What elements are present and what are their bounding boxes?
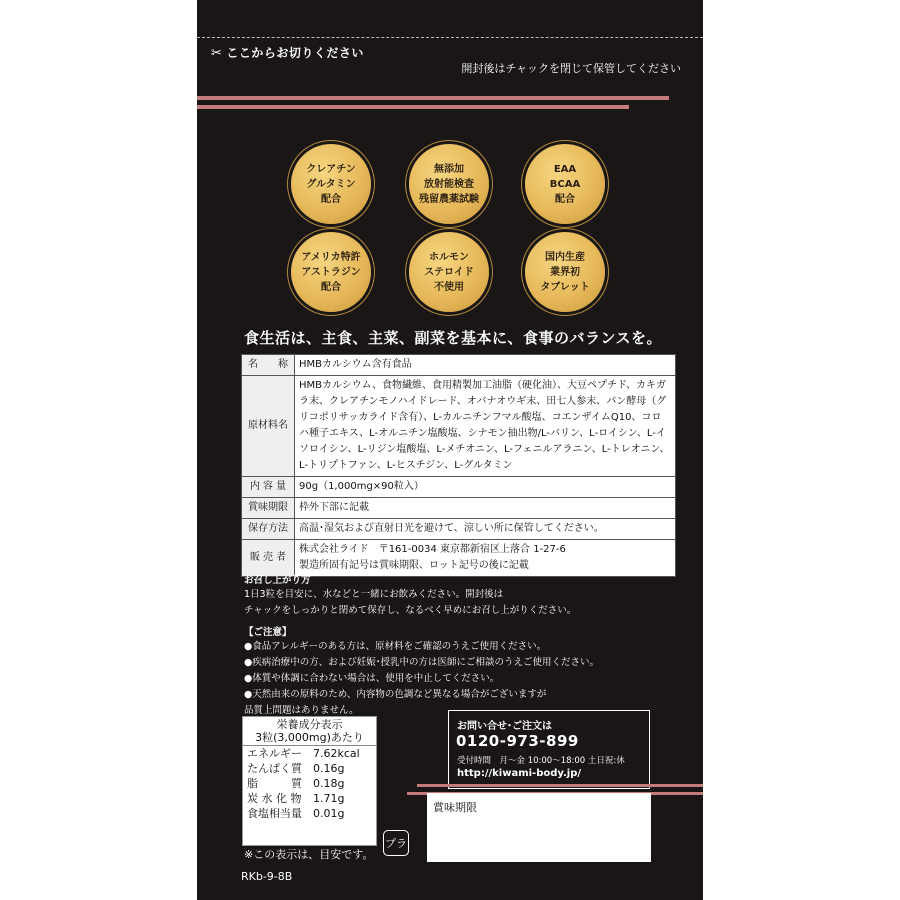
badge: EAA BCAA 配合 [525, 144, 605, 224]
caution-text: ●食品アレルギーのある方は、原材料をご確認のうえご使用ください。 ●疾病治療中の方、および妊娠･授乳中の方は医師にご相談のうえご使用ください。 ●体質や体調に合わない場合は、使用を中止してください。 ●天然由来の原料のため、内容物の色調など異なる場合がございますが 品質上問題はありません。 [244, 641, 600, 716]
badge: アメリカ特許 アストラジン 配合 [291, 232, 371, 312]
product-spec-table [241, 354, 676, 577]
plastic-recycle-icon: プラ [383, 830, 409, 856]
package-back [197, 0, 703, 900]
stripe [197, 105, 629, 109]
table-row: 販 売 者 株式会社ライド 〒161-0034 東京都新宿区上落合 1-27-6 製造所固有記号は賞味期限、ロット記号の後に記載 [242, 540, 676, 577]
table-row: 原材料名 HMBカルシウム、食物繊維、食用精製加工油脂（硬化油）、大豆ペプチド、カキガラ末、クレアチンモノハイドレード、オバナオウギ末、田七人参末、パン酵母（グリコポリサッカライド含有）、L-カルニチンフマル酸塩、コエンザイムQ10、コロハ種子エキス、L-オルニチン塩酸塩、シナモン抽出物/L-バリン、L-ロイシン、L-イソロイシン、L-リジン塩酸塩、L-メチオニン、L-フェニルアラニン、L-トレオニン、L-トリプトファン、L-ヒスチジン、L-グルタミン [242, 376, 676, 477]
table-row: 内 容 量 90g（1,000mg×90粒入） [242, 477, 676, 498]
cut-instruction [211, 44, 364, 61]
nutrition-row: エネルギー 7.62kcal [247, 747, 360, 760]
zipper-notice: 開封後はチャックを閉じて保管してください [461, 62, 681, 75]
cut-label-text: ここからお切りください [226, 46, 364, 60]
nutrition-row: 食塩相当量 0.01g [247, 807, 345, 820]
stripe [197, 96, 669, 100]
stripe [417, 784, 703, 787]
scissors-icon: ✂ [211, 46, 223, 61]
nutrition-subtitle: 3粒(3,000mg)あたり [255, 731, 364, 744]
nutrition-row: 炭 水 化 物 1.71g [247, 792, 345, 805]
nutrition-row: 脂 質 0.18g [247, 777, 345, 790]
website-url[interactable]: http://kiwami-body.jp/ [457, 768, 582, 779]
contact-box [448, 710, 650, 789]
table-row: 保存方法 高温･湿気および直射日光を避けて、涼しい所に保管してください。 [242, 519, 676, 540]
product-code: RKb-9-8B [241, 870, 293, 883]
badge: ホルモン ステロイド 不使用 [409, 232, 489, 312]
badge: 国内生産 業界初 タブレット [525, 232, 605, 312]
dietary-motto: 食生活は、主食、主菜、副菜を基本に、食事のバランスを。 [244, 329, 663, 347]
expiry-label: 賞味期限 [433, 801, 477, 814]
badge: 無添加 放射能検査 残留農薬試験 [409, 144, 489, 224]
contact-title: お問い合せ･ご注文は [457, 721, 552, 732]
nutrition-footnote: ※この表示は、目安です。 [244, 848, 374, 861]
table-row: 名 称 HMBカルシウム含有食品 [242, 355, 676, 376]
badge: クレアチン グルタミン 配合 [291, 144, 371, 224]
expiry-box [427, 793, 651, 862]
usage-text: 1日3粒を目安に、水などと一緒にお飲みください。開封後は チャックをしっかりと閉めて保存し、なるべく早めにお召し上がりください。 [244, 589, 577, 616]
usage-title: お召し上がり方 [244, 575, 311, 586]
nutrition-row: たんぱく質 0.16g [247, 762, 345, 775]
cut-line [197, 37, 703, 38]
table-row: 賞味期限 枠外下部に記載 [242, 498, 676, 519]
business-hours: 受付時間 月～金 10:00～18:00 土日祝:休 [457, 756, 625, 766]
phone-number: 0120-973-899 [456, 732, 579, 750]
nutrition-title: 栄養成分表示 [276, 718, 343, 731]
nutrition-facts [242, 716, 377, 846]
caution-title: 【ご注意】 [244, 627, 292, 638]
